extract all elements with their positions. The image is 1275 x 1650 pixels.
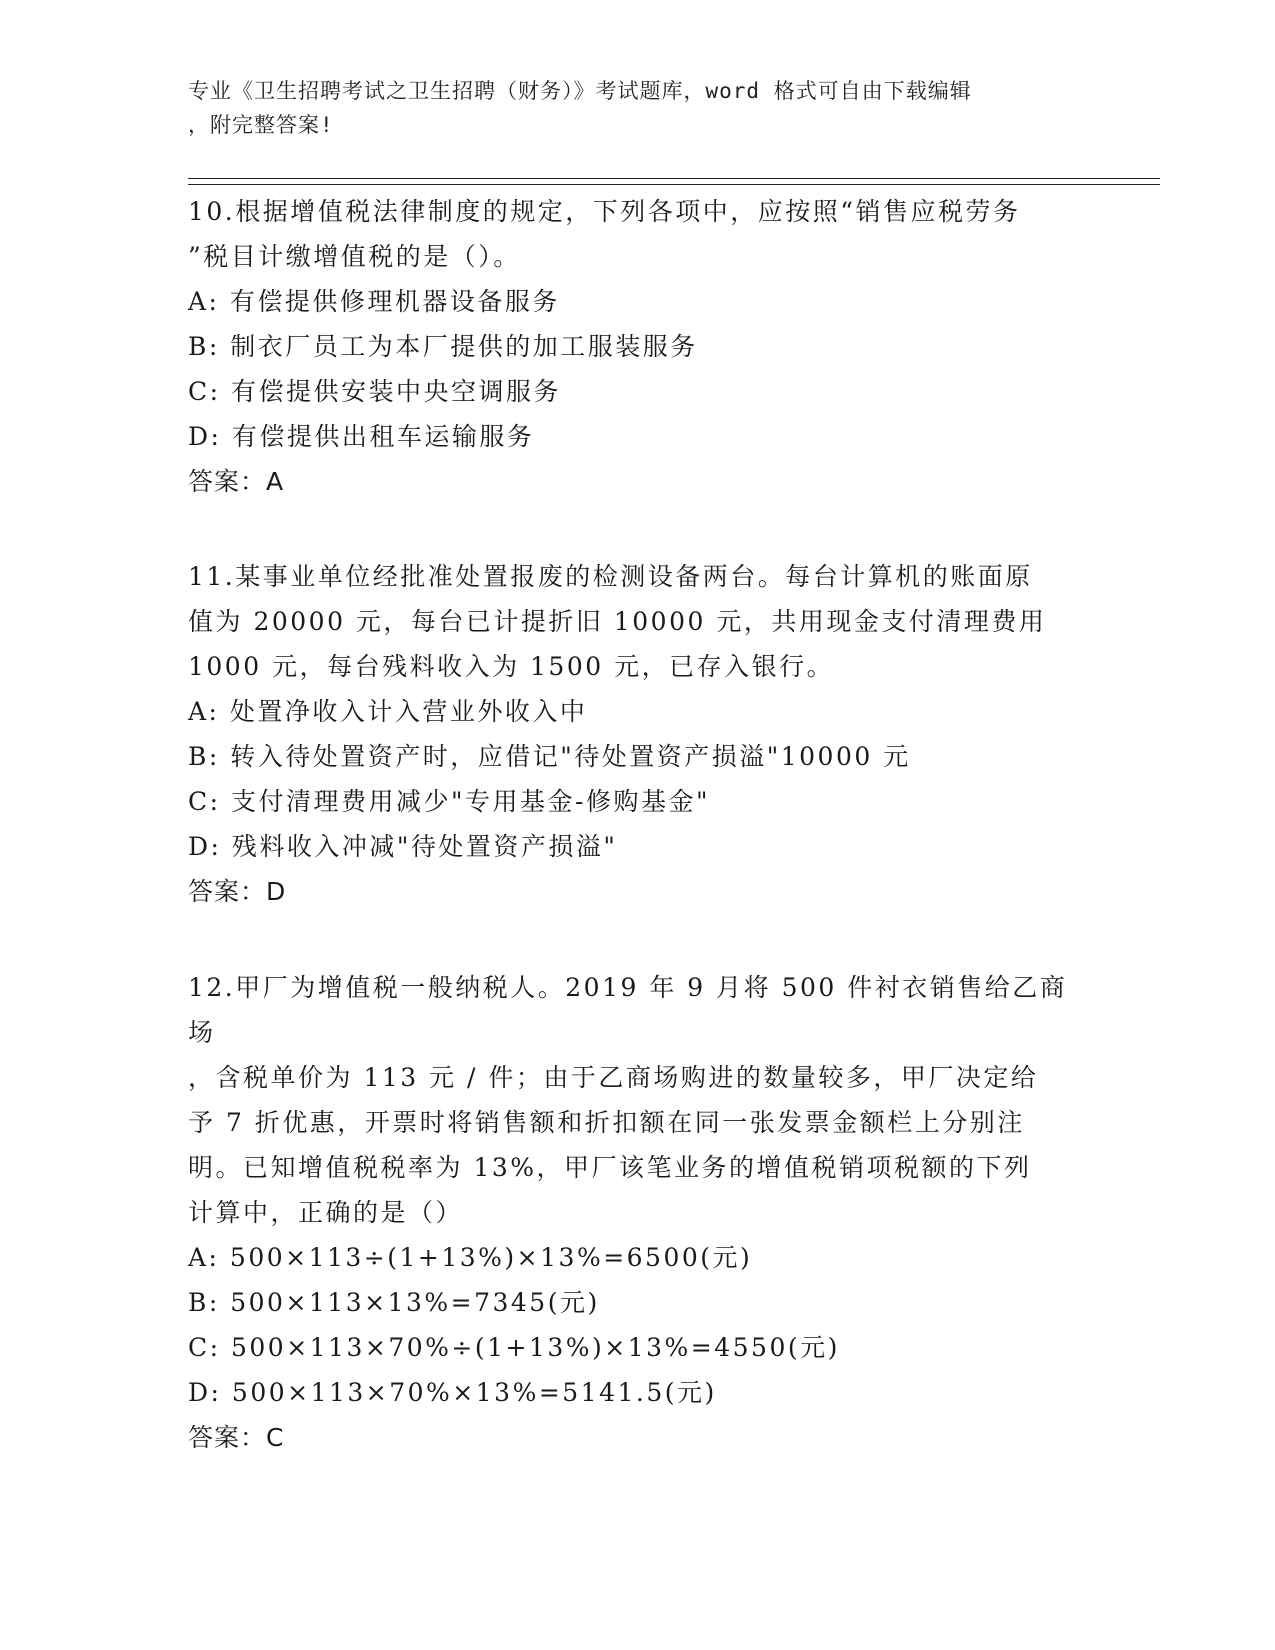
option-d: D: 500×113×70%×13%=5141.5(元) bbox=[188, 1378, 717, 1407]
question-text-line: 11.某事业单位经批准处置报废的检测设备两台。每台计算机的账面原 bbox=[188, 562, 1033, 591]
option-a: A: 500×113÷(1+13%)×13%=6500(元) bbox=[188, 1243, 753, 1272]
question-10 bbox=[188, 189, 1088, 504]
question-text-line: 10.根据增值税法律制度的规定，下列各项中，应按照“销售应税劳务 bbox=[188, 197, 1021, 226]
question-text-line: 予 7 折优惠，开票时将销售额和折扣额在同一张发票金额栏上分别注 bbox=[188, 1108, 1025, 1137]
answer-label: 答案：D bbox=[188, 877, 287, 906]
question-text-line: 计算中，正确的是（） bbox=[188, 1198, 464, 1227]
option-b: B: 500×113×13%=7345(元) bbox=[188, 1288, 600, 1317]
question-text-line: 明。已知增值税税率为 13%，甲厂该笔业务的增值税销项税额的下列 bbox=[188, 1153, 1032, 1182]
option-d: D: 有偿提供出租车运输服务 bbox=[188, 422, 535, 451]
header-line-1: 专业《卫生招聘考试之卫生招聘（财务）》考试题库，word 格式可自由下载编辑 bbox=[188, 79, 972, 103]
option-d: D: 残料收入冲减"待处置资产损溢" bbox=[188, 832, 618, 861]
question-12 bbox=[188, 965, 1088, 1460]
option-a: A: 处置净收入计入营业外收入中 bbox=[188, 697, 588, 726]
option-a: A: 有偿提供修理机器设备服务 bbox=[188, 287, 560, 316]
question-text-line: 12.甲厂为增值税一般纳税人。2019 年 9 月将 500 件衬衣销售给乙商场 bbox=[188, 973, 1068, 1047]
header-divider-top bbox=[188, 178, 1160, 179]
header-divider-bottom bbox=[188, 184, 1160, 185]
question-text-line: 1000 元，每台残料收入为 1500 元，已存入银行。 bbox=[188, 652, 835, 681]
question-text-line: ，含税单价为 113 元 / 件；由于乙商场购进的数量较多，甲厂决定给 bbox=[188, 1063, 1039, 1092]
answer-label: 答案：A bbox=[188, 467, 285, 496]
option-c: C: 支付清理费用减少"专用基金-修购基金" bbox=[188, 787, 710, 816]
answer-label: 答案：C bbox=[188, 1423, 285, 1452]
option-c: C: 500×113×70%÷(1+13%)×13%=4550(元) bbox=[188, 1333, 840, 1362]
option-b: B: 制衣厂员工为本厂提供的加工服装服务 bbox=[188, 332, 698, 361]
header-line-2: ，附完整答案! bbox=[188, 113, 334, 137]
question-text-line: ”税目计缴增值税的是（）。 bbox=[188, 242, 521, 271]
option-c: C: 有偿提供安装中央空调服务 bbox=[188, 377, 561, 406]
option-b: B: 转入待处置资产时，应借记"待处置资产损溢"10000 元 bbox=[188, 742, 911, 771]
question-11 bbox=[188, 554, 1088, 914]
question-text-line: 值为 20000 元，每台已计提折旧 10000 元，共用现金支付清理费用 bbox=[188, 607, 1047, 636]
document-header bbox=[188, 74, 1088, 142]
